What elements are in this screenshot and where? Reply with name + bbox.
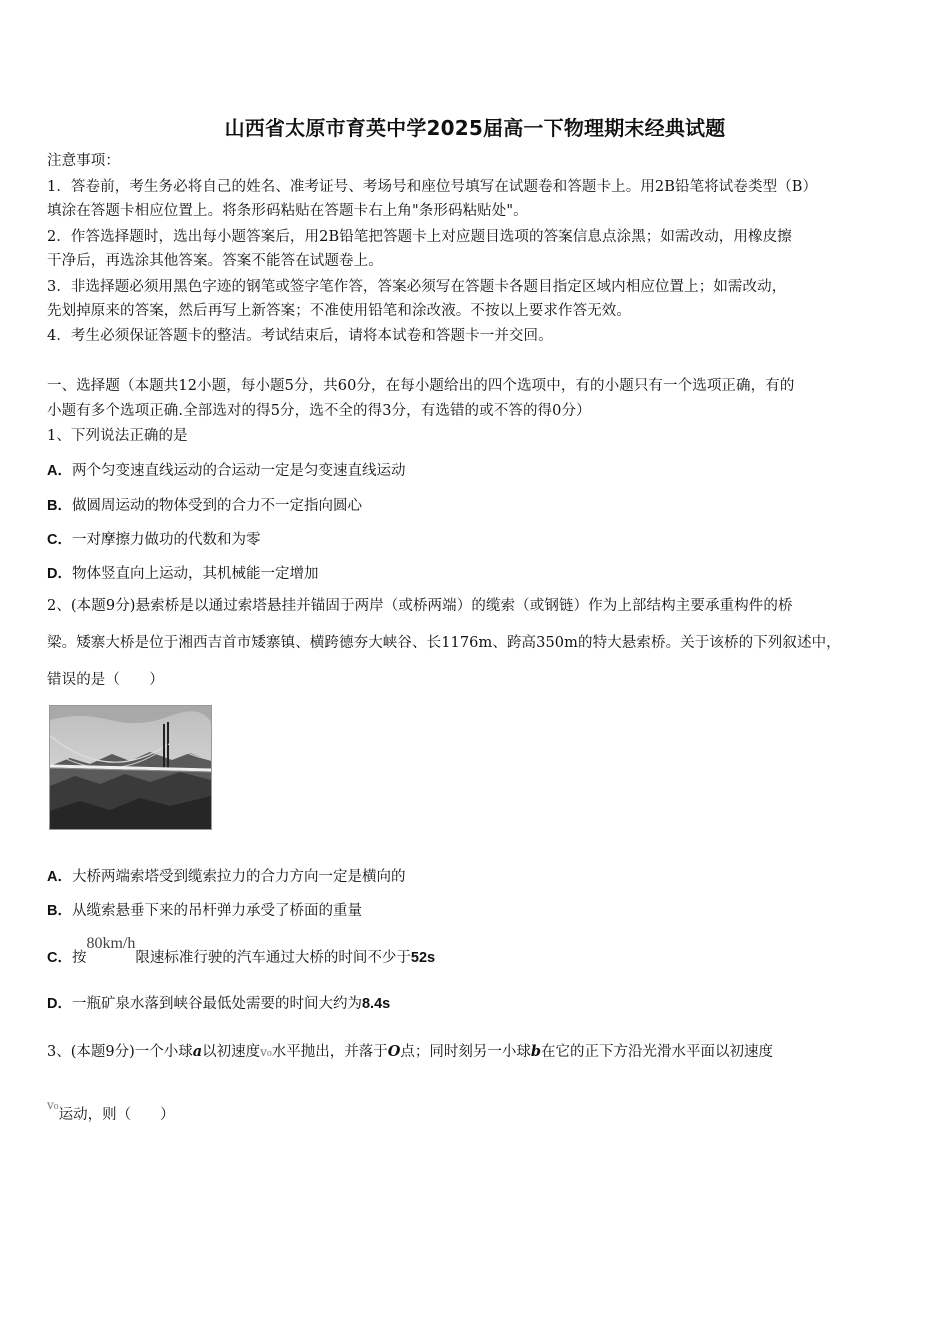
notes-line: 1．答卷前，考生务必将自己的姓名、准考证号、考场号和座位号填写在试题卷和答题卡上。用2B铅笔将试卷类型（B） (47, 179, 818, 195)
page-title: 山西省太原市育英中学2025届高一下物理期末经典试题 (224, 116, 726, 140)
bridge-photo (49, 705, 212, 830)
q2-option-c: C．按80km/h限速标准行驶的汽车通过大桥的时间不少于52s (47, 935, 436, 966)
q1-option-a: A．两个匀变速直线运动的合运动一定是匀变速直线运动 (47, 463, 406, 479)
q2-option-d: D．一瓶矿泉水落到峡谷最低处需要的时间大约为8.4s (47, 996, 391, 1012)
q1-option-d: D．物体竖直向上运动，其机械能一定增加 (47, 566, 319, 582)
v0-symbol: v₀ (47, 1098, 59, 1112)
notes-heading: 注意事项： (47, 153, 120, 169)
q2-option-a: A．大桥两端索塔受到缆索拉力的合力方向一定是横向的 (47, 869, 406, 885)
q1-option-c: C．一对摩擦力做功的代数和为零 (47, 532, 261, 548)
q1-stem: 1、下列说法正确的是 (47, 428, 188, 444)
v0-symbol: v₀ (260, 1045, 272, 1059)
section-heading-line: 一、选择题（本题共12小题，每小题5分，共60分，在每小题给出的四个选项中，有的小题只有一个选项正确，有的 (47, 378, 795, 394)
notes-line: 3．非选择题必须用黑色字迹的钢笔或签字笔作答，答案必须写在答题卡各题目指定区域内相应位置上；如需改动， (47, 279, 787, 295)
notes-line: 先划掉原来的答案，然后再写上新答案；不准使用铅笔和涂改液。不按以上要求作答无效。 (47, 303, 631, 319)
notes-line: 干净后，再选涂其他答案。答案不能答在试题卷上。 (47, 253, 383, 269)
notes-line: 4．考生必须保证答题卡的整洁。考试结束后，请将本试卷和答题卡一并交回。 (47, 328, 553, 344)
q2-stem-line: 错误的是（ ） (47, 672, 164, 688)
notes-line: 2．作答选择题时，选出每小题答案后，用2B铅笔把答题卡上对应题目选项的答案信息点涂黑；如需改动，用橡皮擦 (47, 229, 792, 245)
q3-stem-line2: $^{v_0}$运动，则（ ） (47, 1098, 175, 1123)
q3-stem-line1: 3、(本题9分)一个小球a以初速度v₀水平抛出，并落于O点；同时刻另一小球b在它的正下方沿光滑水平面以初速度 (47, 1043, 774, 1060)
section-heading-line: 小题有多个选项正确.全部选对的得5分，选不全的得3分，有选错的或不答的得0分） (47, 403, 591, 419)
q1-option-b: B．做圆周运动的物体受到的合力不一定指向圆心 (47, 498, 362, 514)
q2-stem-line: 2、(本题9分)悬索桥是以通过索塔悬挂并锚固于两岸（或桥两端）的缆索（或钢链）作为上部结构主要承重构件的桥 (47, 598, 793, 614)
q2-option-b: B．从缆索悬垂下来的吊杆弹力承受了桥面的重量 (47, 903, 362, 919)
notes-line: 填涂在答题卡相应位置上。将条形码粘贴在答题卡右上角"条形码粘贴处"。 (47, 203, 528, 219)
q2-stem-line: 梁。矮寨大桥是位于湘西吉首市矮寨镇、横跨德夯大峡谷、长1176m、跨高350m的特大悬索桥。关于该桥的下列叙述中， (47, 635, 841, 651)
speed-formula: 80km/h (86, 935, 136, 952)
